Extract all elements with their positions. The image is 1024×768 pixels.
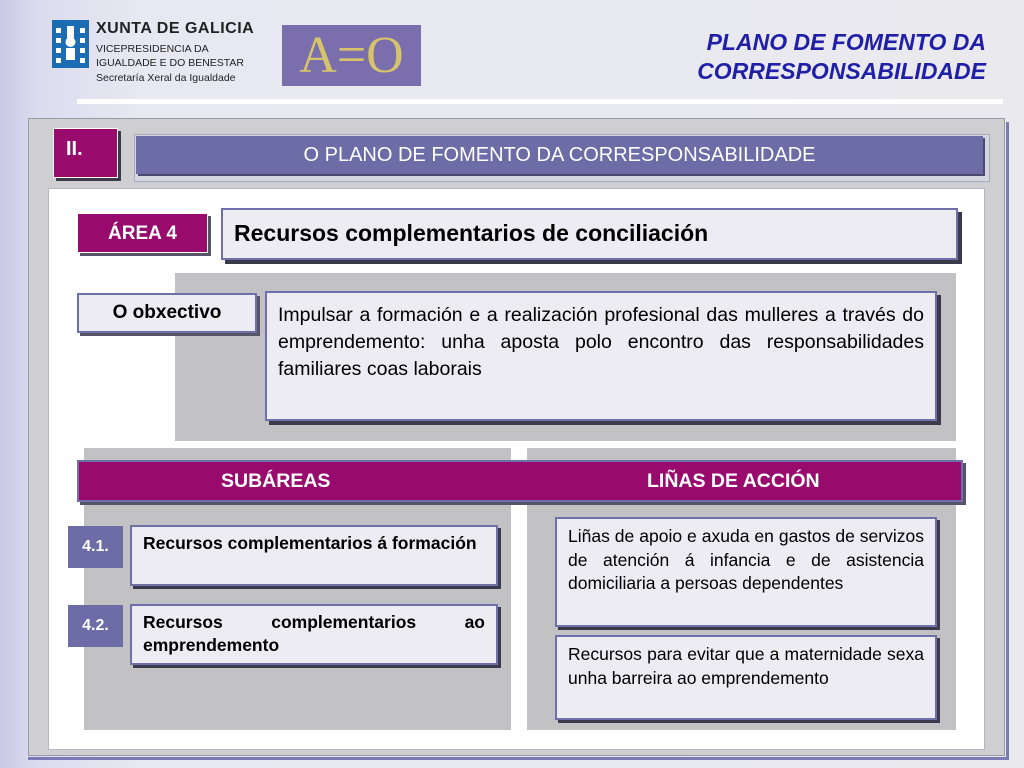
action-item: Recursos para evitar que a maternidade sexa unha barreira ao emprendemento [555, 635, 937, 720]
section-number-badge: II. [53, 128, 118, 178]
org-line-1: VICEPRESIDENCIA DA [96, 43, 209, 55]
frame-right-border [1006, 122, 1009, 760]
area-title: Recursos complementarios de conciliación [221, 208, 958, 260]
header-title-line-2: CORRESPONSABILIDADE [697, 58, 986, 84]
xunta-shield-icon [52, 20, 89, 68]
header-title [697, 28, 986, 86]
org-line-2: IGUALDADE E DO BENESTAR [96, 57, 245, 69]
header-divider [77, 99, 1003, 104]
table-header-strip [77, 460, 963, 502]
org-line-3: Secretaría Xeral da Igualdade [96, 72, 236, 84]
header-title-line-1: PLANO DE FOMENTO DA [706, 29, 986, 55]
section-title: O PLANO DE FOMENTO DA CORRESPONSABILIDADE [136, 136, 983, 174]
subareas-header: SUBÁREAS [221, 470, 331, 492]
org-name: XUNTA DE GALICIA [96, 20, 255, 37]
actions-header: LIÑAS DE ACCIÓN [647, 470, 820, 492]
subarea-number: 4.1. [68, 526, 123, 568]
action-item: Liñas de apoio e axuda en gastos de servizos de atención á infancia e de asistencia domiciliaria a persoas dependentes [555, 517, 937, 627]
ao-logo: A=O [282, 25, 421, 86]
objective-label: O obxectivo [77, 293, 257, 333]
subarea-item: Recursos complementarios ao emprendemento [130, 604, 498, 665]
area-badge: ÁREA 4 [77, 213, 208, 253]
frame-bottom-border [28, 757, 1008, 760]
objective-text: Impulsar a formación e a realización profesional das mulleres a través do emprendemento: unha aposta polo encontro das responsabilidades familiares coas laborais [265, 291, 937, 421]
subarea-number: 4.2. [68, 605, 123, 647]
subarea-item: Recursos complementarios á formación [130, 525, 498, 586]
